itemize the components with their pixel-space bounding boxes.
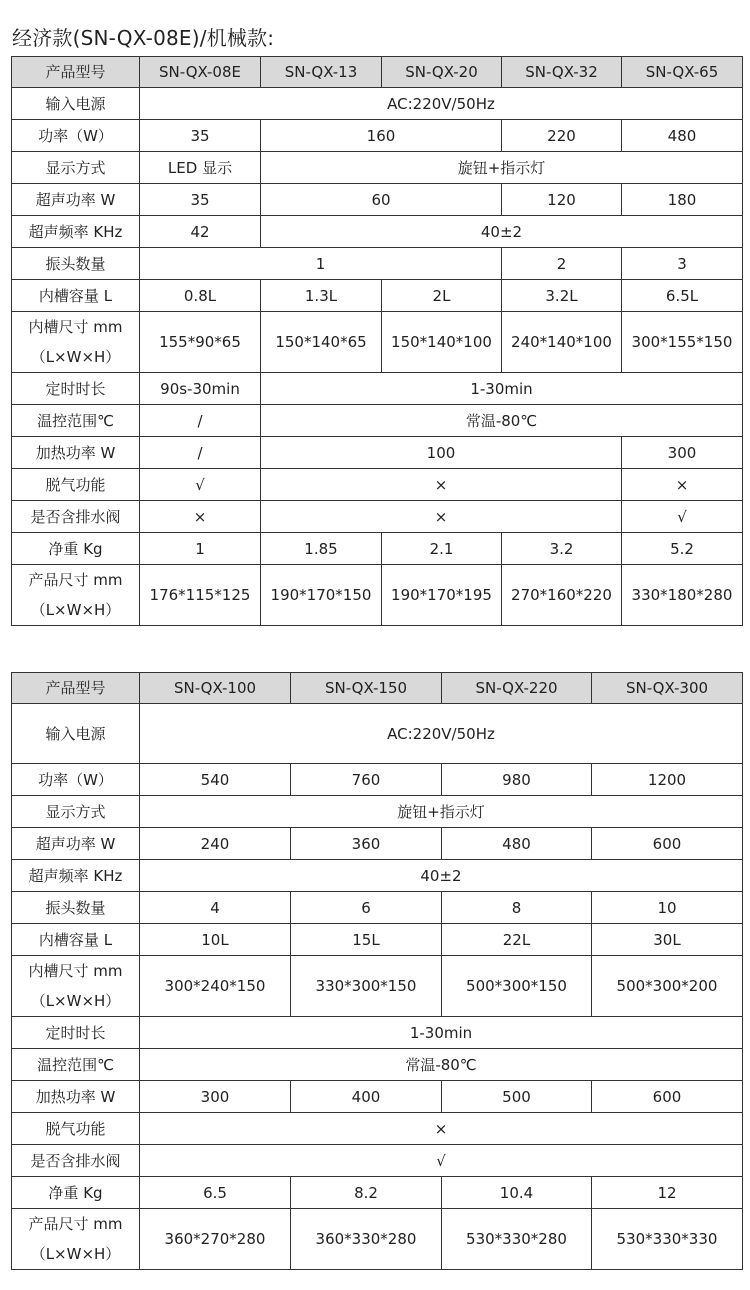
table-cell: 3.2 <box>502 533 622 565</box>
table-cell: 6 <box>291 892 442 924</box>
table-cell: 90s-30min <box>140 373 261 405</box>
table-cell: 1.85 <box>261 533 382 565</box>
table-cell: 360*330*280 <box>291 1209 442 1270</box>
table-cell: × <box>261 469 622 501</box>
row-label-line: 产品尺寸 mm <box>28 571 123 589</box>
row-label: 超声频率 KHz <box>12 216 140 248</box>
table-cell: 4 <box>140 892 291 924</box>
table-row <box>12 405 743 437</box>
table-cell: 8 <box>442 892 592 924</box>
row-label-line: 产品尺寸 mm <box>28 1215 123 1233</box>
table-cell: 2L <box>382 280 502 312</box>
table-cell: 常温-80℃ <box>140 1049 743 1081</box>
row-label: 内槽容量 L <box>12 280 140 312</box>
table-header-row <box>12 673 743 704</box>
table-cell: 300 <box>140 1081 291 1113</box>
model-header: SN-QX-150 <box>291 673 442 704</box>
table-cell: 2 <box>502 248 622 280</box>
table-cell: 150*140*100 <box>382 312 502 373</box>
table-cell: 5.2 <box>622 533 743 565</box>
table-row <box>12 184 743 216</box>
table-cell: 155*90*65 <box>140 312 261 373</box>
row-label <box>12 1209 140 1270</box>
row-label: 超声功率 W <box>12 828 140 860</box>
table-cell: 400 <box>291 1081 442 1113</box>
row-label: 功率（W） <box>12 764 140 796</box>
table-row <box>12 565 743 626</box>
row-label: 定时时长 <box>12 373 140 405</box>
table-cell: / <box>140 405 261 437</box>
table-row <box>12 892 743 924</box>
row-label-dimensions: （L×W×H） <box>30 992 121 1010</box>
table-cell: 0.8L <box>140 280 261 312</box>
table-cell: 760 <box>291 764 442 796</box>
row-label: 振头数量 <box>12 248 140 280</box>
table-row <box>12 248 743 280</box>
table-cell: √ <box>140 1145 743 1177</box>
table-cell: 480 <box>622 120 743 152</box>
table-cell: 530*330*280 <box>442 1209 592 1270</box>
table-row <box>12 828 743 860</box>
table-cell: 35 <box>140 184 261 216</box>
table-cell: 42 <box>140 216 261 248</box>
table-cell: 15L <box>291 924 442 956</box>
table-cell: AC:220V/50Hz <box>140 704 743 764</box>
table-cell: 常温-80℃ <box>261 405 743 437</box>
table-cell: 10 <box>592 892 743 924</box>
table-row <box>12 1113 743 1145</box>
spec-table-economy <box>11 56 743 626</box>
table-row <box>12 152 743 184</box>
table-row <box>12 704 743 764</box>
table-cell: 30L <box>592 924 743 956</box>
table-cell: 530*330*330 <box>592 1209 743 1270</box>
table-cell: 600 <box>592 828 743 860</box>
table-cell: 旋钮+指示灯 <box>140 796 743 828</box>
table-cell: / <box>140 437 261 469</box>
table-cell: 600 <box>592 1081 743 1113</box>
row-label: 加热功率 W <box>12 1081 140 1113</box>
table-cell: 300 <box>622 437 743 469</box>
row-label: 振头数量 <box>12 892 140 924</box>
table-cell: 480 <box>442 828 592 860</box>
page-title: 经济款(SN-QX-08E)/机械款: <box>12 26 275 50</box>
table-cell: 360*270*280 <box>140 1209 291 1270</box>
table-cell: × <box>622 469 743 501</box>
table-cell: AC:220V/50Hz <box>140 88 743 120</box>
table-row <box>12 1177 743 1209</box>
table-cell: 500*300*150 <box>442 956 592 1017</box>
model-header: SN-QX-08E <box>140 57 261 88</box>
table-row <box>12 956 743 1017</box>
table-row <box>12 764 743 796</box>
table-cell: × <box>140 1113 743 1145</box>
table-row <box>12 1145 743 1177</box>
table-cell: 3.2L <box>502 280 622 312</box>
row-label <box>12 312 140 373</box>
table-cell: 220 <box>502 120 622 152</box>
row-label-line: 内槽尺寸 mm <box>28 318 123 336</box>
model-header: SN-QX-65 <box>622 57 743 88</box>
table-cell: 160 <box>261 120 502 152</box>
table-cell: 8.2 <box>291 1177 442 1209</box>
table-cell: 330*300*150 <box>291 956 442 1017</box>
table-cell: 270*160*220 <box>502 565 622 626</box>
row-label: 输入电源 <box>12 704 140 764</box>
table-row <box>12 216 743 248</box>
row-label-dimensions: （L×W×H） <box>30 601 121 619</box>
table-cell: 40±2 <box>140 860 743 892</box>
table-cell: × <box>261 501 622 533</box>
row-label: 功率（W） <box>12 120 140 152</box>
model-header: SN-QX-13 <box>261 57 382 88</box>
table-row <box>12 860 743 892</box>
row-label <box>12 956 140 1017</box>
table-cell: 60 <box>261 184 502 216</box>
table-cell: 980 <box>442 764 592 796</box>
table-cell: 22L <box>442 924 592 956</box>
table-cell: 1-30min <box>140 1017 743 1049</box>
table-cell: 1200 <box>592 764 743 796</box>
table-header-row <box>12 57 743 88</box>
table-cell: 120 <box>502 184 622 216</box>
row-label: 显示方式 <box>12 796 140 828</box>
row-label: 加热功率 W <box>12 437 140 469</box>
table-cell: × <box>140 501 261 533</box>
table-row <box>12 1017 743 1049</box>
model-header: SN-QX-20 <box>382 57 502 88</box>
table-cell: √ <box>140 469 261 501</box>
table-cell: √ <box>622 501 743 533</box>
table-cell: 360 <box>291 828 442 860</box>
table-row <box>12 501 743 533</box>
table-row <box>12 924 743 956</box>
table-row <box>12 88 743 120</box>
table-cell: 40±2 <box>261 216 743 248</box>
table-row <box>12 1209 743 1270</box>
row-label: 温控范围℃ <box>12 405 140 437</box>
table-row <box>12 373 743 405</box>
row-label: 净重 Kg <box>12 533 140 565</box>
row-label: 超声功率 W <box>12 184 140 216</box>
table-cell: 330*180*280 <box>622 565 743 626</box>
table-cell: 6.5 <box>140 1177 291 1209</box>
table-cell: 500 <box>442 1081 592 1113</box>
table-row <box>12 437 743 469</box>
table-row <box>12 469 743 501</box>
table-cell: 240 <box>140 828 291 860</box>
header-label: 产品型号 <box>12 673 140 704</box>
spec-table-mechanical <box>11 672 743 1270</box>
table-cell: 3 <box>622 248 743 280</box>
table-cell: 1-30min <box>261 373 743 405</box>
model-header: SN-QX-32 <box>502 57 622 88</box>
table-cell: 300*240*150 <box>140 956 291 1017</box>
table-cell: 10.4 <box>442 1177 592 1209</box>
model-header: SN-QX-300 <box>592 673 743 704</box>
table-cell: 540 <box>140 764 291 796</box>
model-header: SN-QX-220 <box>442 673 592 704</box>
table-cell: 190*170*150 <box>261 565 382 626</box>
row-label: 净重 Kg <box>12 1177 140 1209</box>
table-cell: 10L <box>140 924 291 956</box>
row-label: 内槽容量 L <box>12 924 140 956</box>
row-label: 脱气功能 <box>12 1113 140 1145</box>
table-cell: 190*170*195 <box>382 565 502 626</box>
table-cell: 旋钮+指示灯 <box>261 152 743 184</box>
row-label-dimensions: （L×W×H） <box>30 348 121 366</box>
row-label: 输入电源 <box>12 88 140 120</box>
row-label: 脱气功能 <box>12 469 140 501</box>
table-cell: LED 显示 <box>140 152 261 184</box>
table-cell: 1 <box>140 533 261 565</box>
table-cell: 150*140*65 <box>261 312 382 373</box>
table-row <box>12 533 743 565</box>
row-label <box>12 565 140 626</box>
table-cell: 100 <box>261 437 622 469</box>
row-label: 温控范围℃ <box>12 1049 140 1081</box>
table-row <box>12 280 743 312</box>
table-cell: 240*140*100 <box>502 312 622 373</box>
table-cell: 500*300*200 <box>592 956 743 1017</box>
table-row <box>12 120 743 152</box>
row-label: 显示方式 <box>12 152 140 184</box>
row-label-dimensions: （L×W×H） <box>30 1245 121 1263</box>
table-row <box>12 1081 743 1113</box>
table-cell: 1.3L <box>261 280 382 312</box>
table-cell: 35 <box>140 120 261 152</box>
table-cell: 6.5L <box>622 280 743 312</box>
table-row <box>12 312 743 373</box>
row-label-line: 内槽尺寸 mm <box>28 962 123 980</box>
header-label: 产品型号 <box>12 57 140 88</box>
table-cell: 1 <box>140 248 502 280</box>
table-cell: 2.1 <box>382 533 502 565</box>
model-header: SN-QX-100 <box>140 673 291 704</box>
row-label: 是否含排水阀 <box>12 1145 140 1177</box>
table-cell: 300*155*150 <box>622 312 743 373</box>
table-row <box>12 796 743 828</box>
row-label: 定时时长 <box>12 1017 140 1049</box>
row-label: 是否含排水阀 <box>12 501 140 533</box>
table-cell: 176*115*125 <box>140 565 261 626</box>
table-cell: 12 <box>592 1177 743 1209</box>
table-row <box>12 1049 743 1081</box>
row-label: 超声频率 KHz <box>12 860 140 892</box>
table-cell: 180 <box>622 184 743 216</box>
